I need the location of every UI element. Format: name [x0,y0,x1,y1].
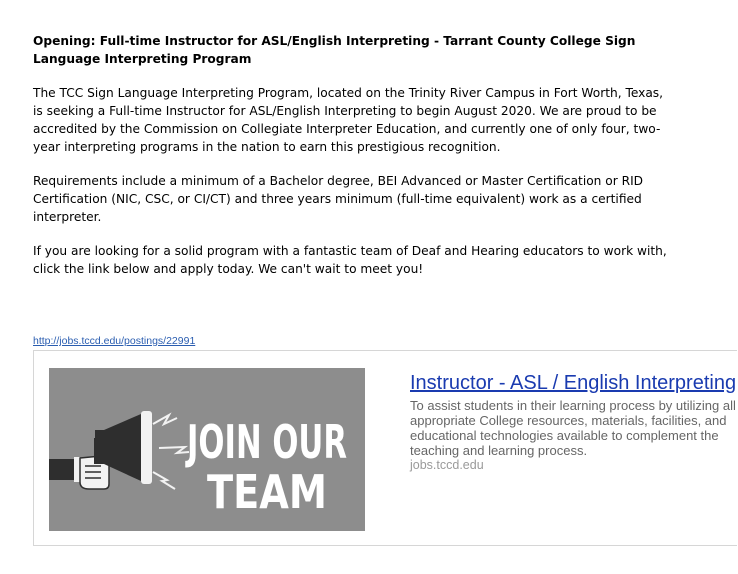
job-posting-link[interactable]: http://jobs.tccd.edu/postings/22991 [33,335,196,347]
image-headline-line2: TEAM [207,465,327,519]
join-our-team-graphic [49,368,365,531]
preview-text [410,371,738,473]
preview-domain: jobs.tccd.edu [410,458,484,472]
image-headline-line1: JOIN OUR [184,415,347,469]
preview-title-link[interactable]: Instructor - ASL / English Interpreting [410,372,737,394]
join-our-team-image[interactable] [49,368,365,531]
link-preview-card[interactable] [33,350,737,546]
email-title: Opening: Full-time Instructor for ASL/English Interpreting - Tarrant County College Sign Language Interpreting Program [33,34,636,66]
email-body [33,32,673,294]
paragraph-program-intro: The TCC Sign Language Interpreting Program, located on the Trinity River Campus in Fort Worth, Texas, is seeking a Full-time Instructor for ASL/English Interpreting to begin August 2020. We are proud to be accredited by the Commission on Collegiate Interpreter Education, and currently one of only four, two-year interpreting programs in the nation to earn this prestigious recognition. [33,86,664,154]
paragraph-call-to-action: If you are looking for a solid program with a fantastic team of Deaf and Hearing educators to work with, click the link below and apply today. We can't wait to meet you! [33,244,667,276]
paragraph-requirements: Requirements include a minimum of a Bachelor degree, BEI Advanced or Master Certification or RID Certification (NIC, CSC, or CI/CT) and three years minimum (full-time equivalent) work as a certified interpreter. [33,174,644,224]
preview-description: To assist students in their learning process by utilizing all appropriate College resources, materials, facilities, and educational technologies available to complement the teaching and learning process. [410,398,736,458]
